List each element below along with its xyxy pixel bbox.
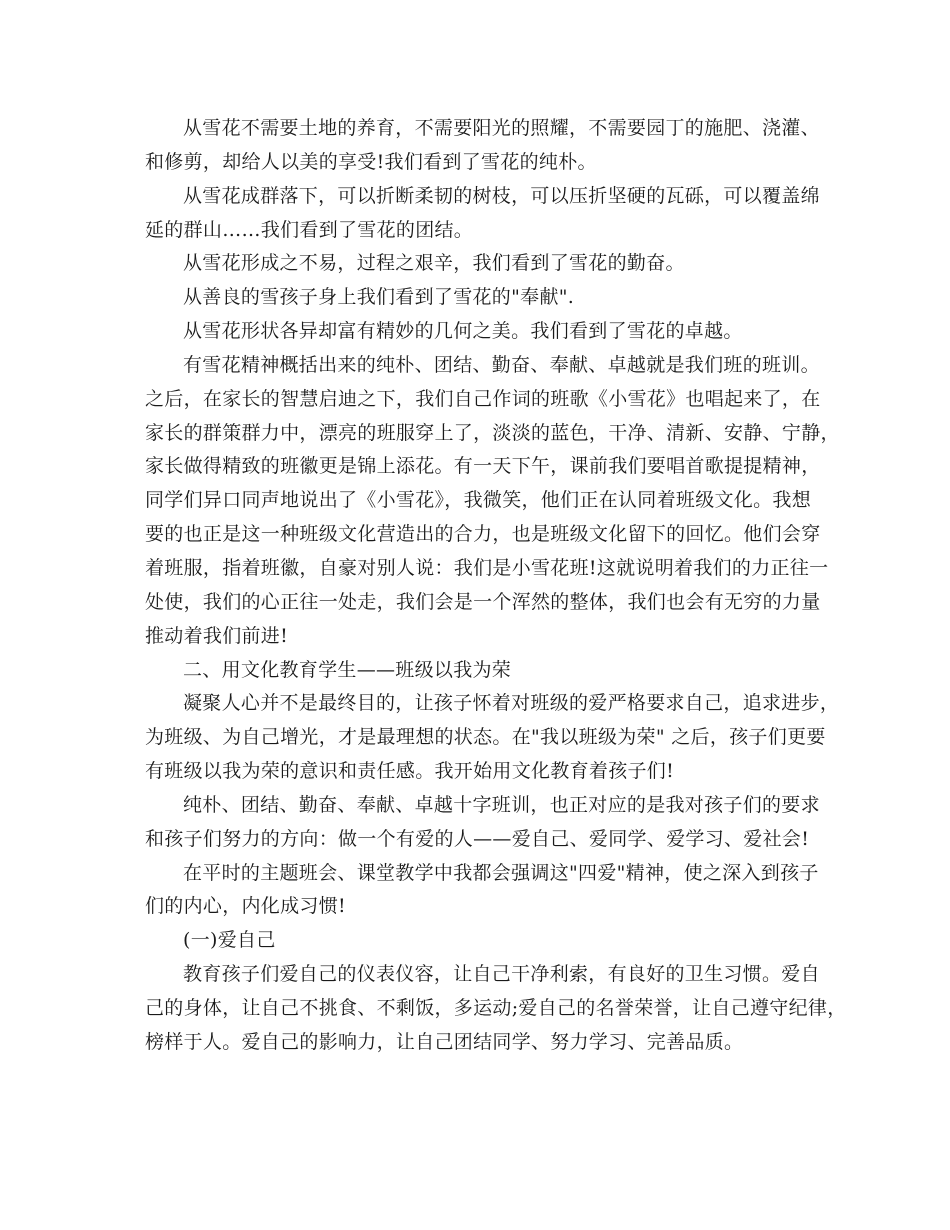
text-line: 和孩子们努力的方向：做一个有爱的人——爱自己、爱同学、爱学习、爱社会! (145, 827, 810, 850)
text-line: 从雪花不需要土地的养育，不需要阳光的照耀，不需要园丁的施肥、浇灌、 (183, 117, 820, 139)
document-body (145, 112, 847, 1060)
text-line: 二、用文化教育学生——班级以我为荣 (183, 658, 512, 681)
text-line: 家长的群策群力中，漂亮的班服穿上了，淡淡的蓝色，干净、清新、安静、宁静， (145, 421, 840, 444)
text-line: (一)爱自己 (183, 929, 276, 952)
text-line: 有班级以我为荣的意识和责任感。我开始用文化教育着孩子们! (145, 760, 675, 783)
text-line: 处使，我们的心正往一处走，我们会是一个浑然的整体，我们也会有无穷的力量 (145, 590, 821, 613)
text-line: 推动着我们前进! (145, 624, 289, 647)
text-line: 纯朴、团结、勤奋、奉献、卓越十字班训，也正对应的是我对孩子们的要求 (183, 793, 820, 816)
text-line: 和修剪，却给人以美的享受!我们看到了雪花的纯朴。 (145, 150, 597, 173)
text-line: 教育孩子们爱自己的仪表仪容，让自己干净利索，有良好的卫生习惯。爱自 (183, 963, 820, 986)
text-line: 有雪花精神概括出来的纯朴、团结、勤奋、奉献、卓越就是我们班的班训。 (183, 353, 820, 376)
text-line: 同学们异口同声地说出了《小雪花》，我微笑，他们正在认同着班级文化。我想 (145, 489, 812, 512)
text-line: 家长做得精致的班徽更是锦上添花。有一天下午，课前我们要唱首歌提提精神， (145, 455, 821, 478)
text-line: 们的内心，内化成习惯! (145, 895, 346, 918)
text-line: 从雪花成群落下，可以折断柔韧的树枝，可以压折坚硬的瓦砾，可以覆盖绵 (183, 184, 820, 207)
text-line: 延的群山……我们看到了雪花的团结。 (145, 218, 474, 241)
text-line: 从雪花形成之不易，过程之艰辛，我们看到了雪花的勤奋。 (183, 252, 685, 275)
text-line: 要的也正是这一种班级文化营造出的合力，也是班级文化留下的回忆。他们会穿 (145, 523, 821, 546)
text-line: 之后，在家长的智慧启迪之下，我们自己作词的班歌《小雪花》也唱起来了，在 (145, 387, 821, 410)
text-line: 己的身体，让自己不挑食、不剩饭，多运动;爱自己的名誉荣誉，让自己遵守纪律， (145, 996, 847, 1019)
text-line: 着班服，指着班徽，自豪对别人说：我们是小雪花班!这就说明着我们的力正往一 (145, 556, 829, 579)
text-line: 在平时的主题班会、课堂教学中我都会强调这"四爱"精神，使之深入到孩子 (183, 861, 819, 884)
text-line: 凝聚人心并不是最终目的，让孩子怀着对班级的爱严格要求自己，追求进步， (183, 692, 840, 715)
text-line: 从善良的雪孩子身上我们看到了雪花的"奉献". (183, 286, 575, 309)
text-line: 从雪花形状各异却富有精妙的几何之美。我们看到了雪花的卓越。 (183, 320, 743, 343)
text-line: 榜样于人。爱自己的影响力，让自己团结同学、努力学习、完善品质。 (145, 1030, 744, 1053)
text-line: 为班级、为自己增光，才是最理想的状态。在"我以班级为荣" 之后，孩子们更要 (145, 726, 826, 749)
